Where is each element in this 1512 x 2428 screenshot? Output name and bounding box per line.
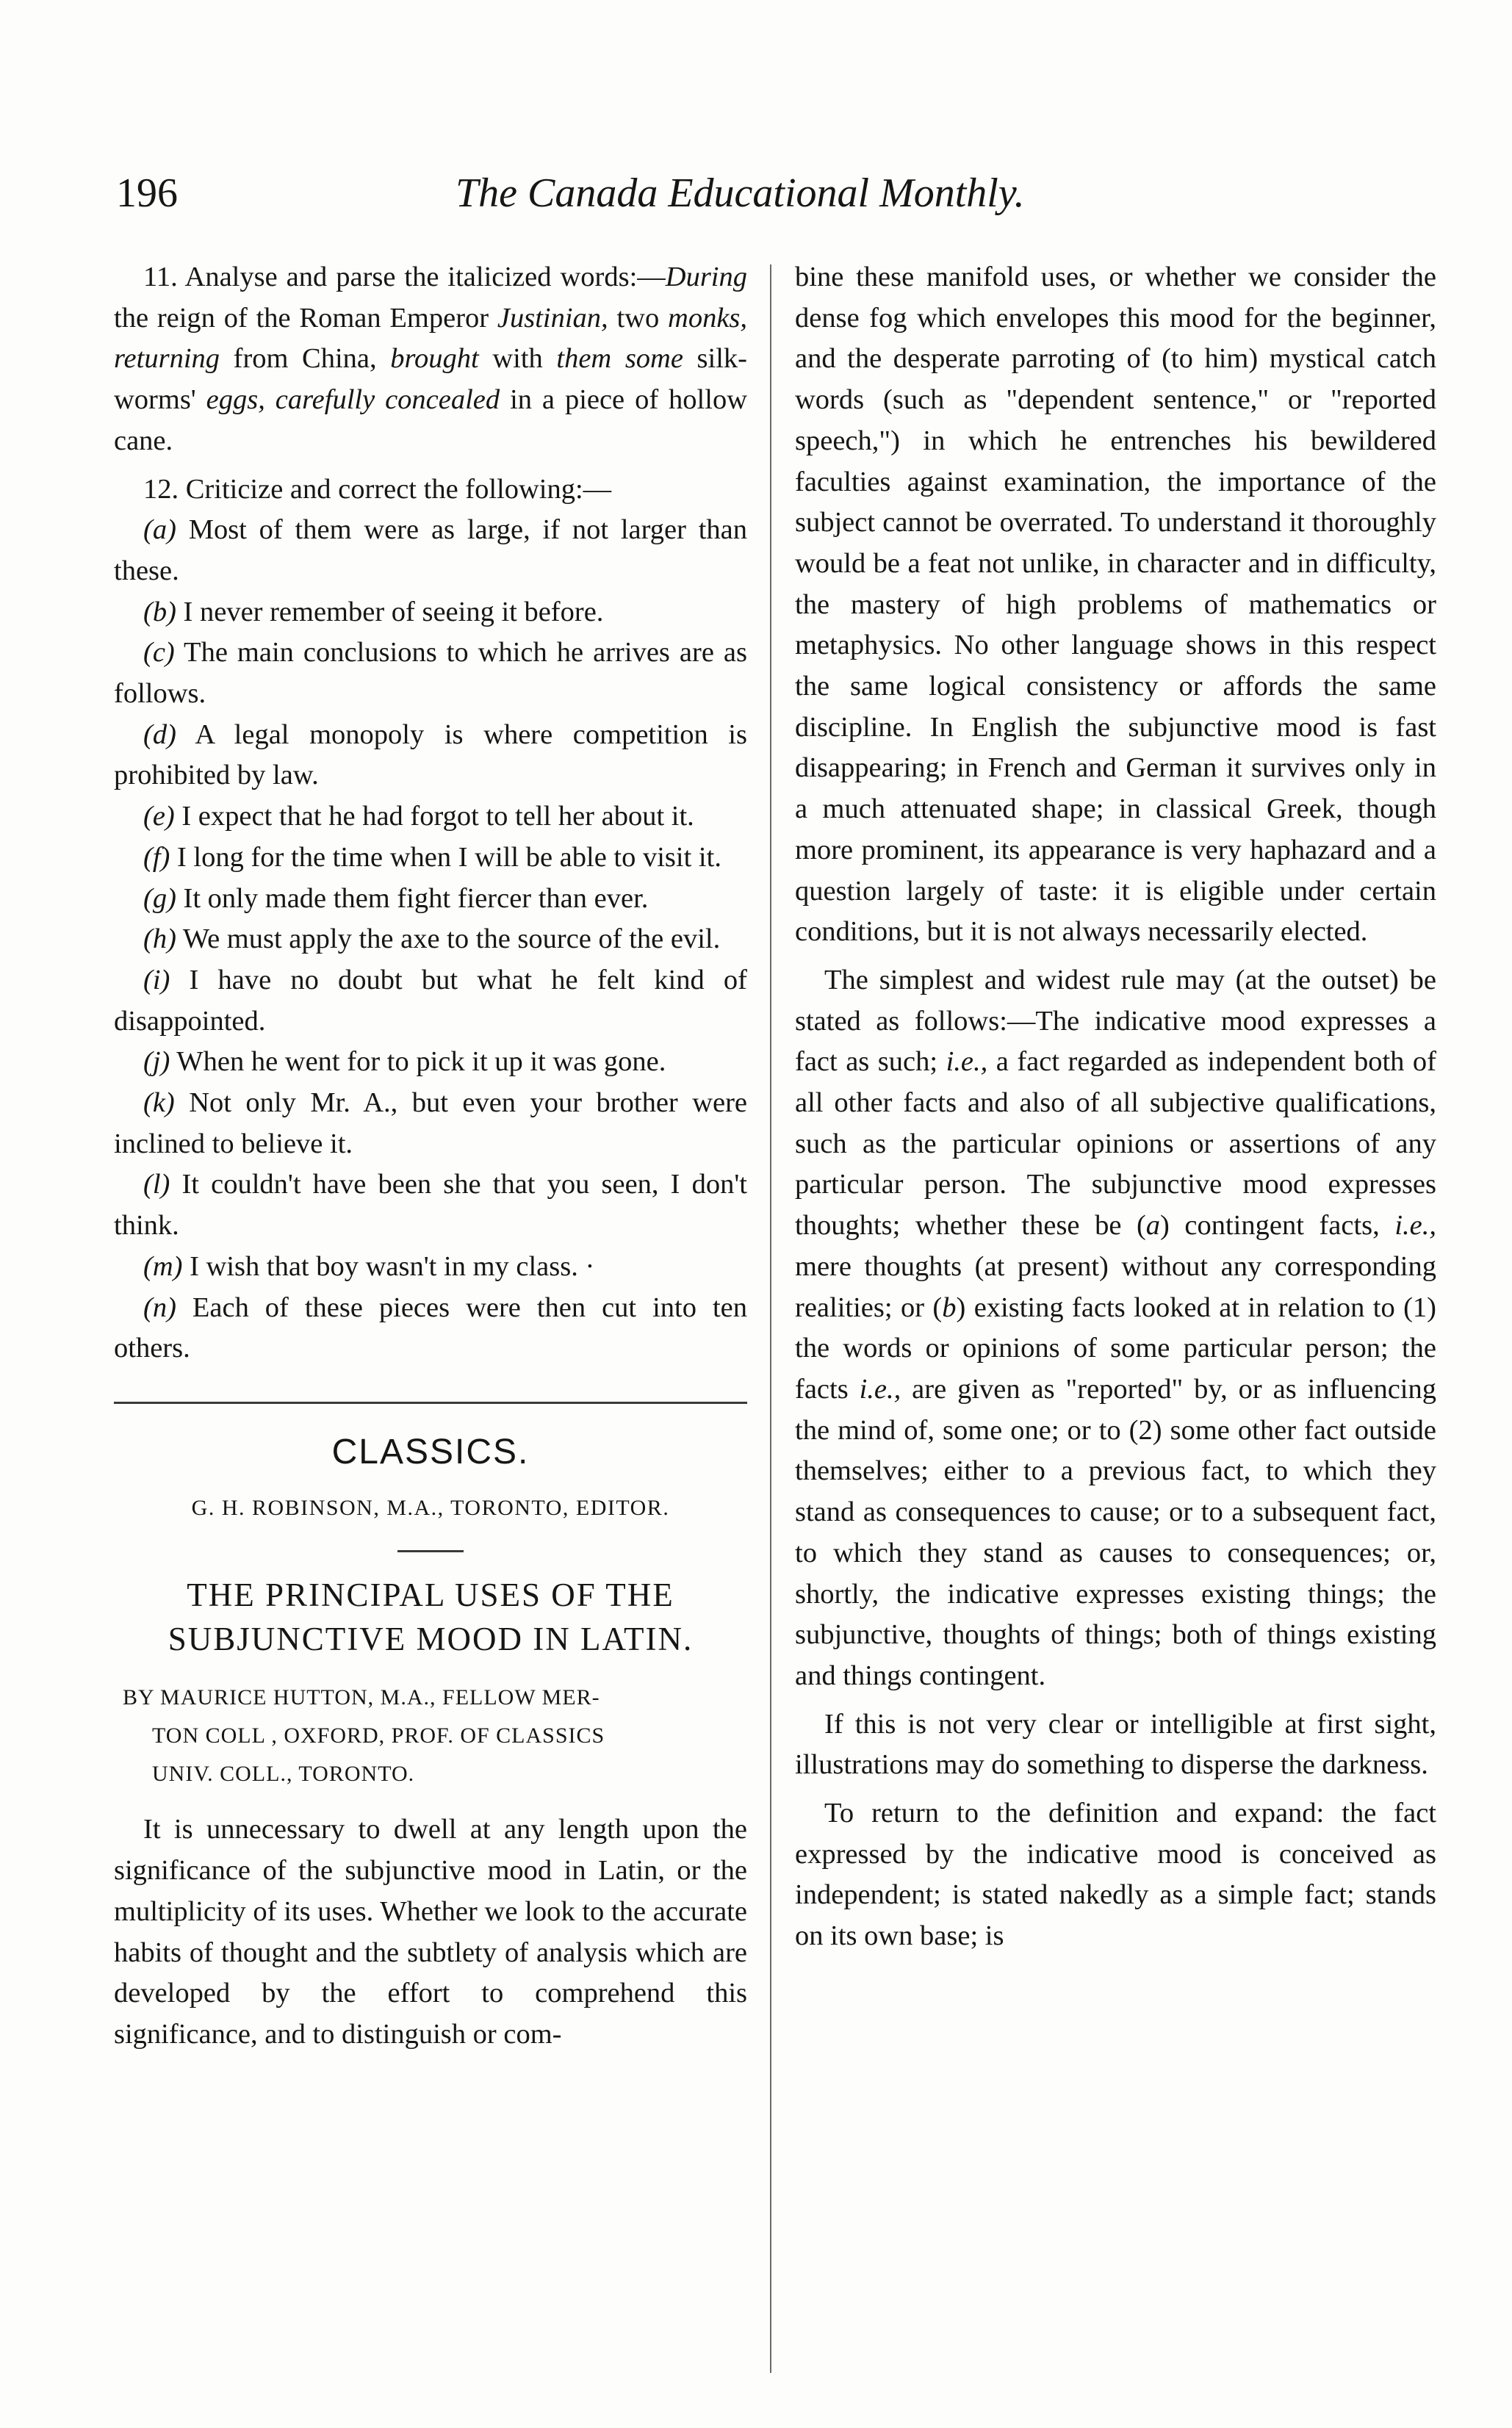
correction-list bbox=[114, 510, 747, 1369]
section-heading: CLASSICS. bbox=[331, 1432, 530, 1471]
list-item: (b) I never remember of seeing it before. bbox=[143, 596, 604, 627]
list-item: (n) Each of these pieces were then cut into ten others. bbox=[114, 1292, 747, 1364]
list-item: (i) I have no doubt but what he felt kind of disappointed. bbox=[114, 964, 747, 1037]
paragraph: To return to the definition and expand: the fact expressed by the indicative mood is conceived as independent; is stated nakedly as a simple fact; stands on its own base; is bbox=[795, 1798, 1436, 1952]
editor-line: G. H. ROBINSON, M.A., TORONTO, EDITOR. bbox=[191, 1495, 670, 1520]
list-item: (k) Not only Mr. A., but even your brother were inclined to believe it. bbox=[114, 1087, 747, 1159]
list-item: (f) I long for the time when I will be able to visit it. bbox=[143, 841, 721, 873]
left-column bbox=[114, 257, 747, 2056]
paragraph: bine these manifold uses, or whether we consider the dense fog which envelopes this mood for the beginner, and the desperate parroting of (to him) mystical catch words (such as "dependent sentence," or "reported speech,") in which he entrenches his bewildered faculties against examination, the importance of the subject cannot be overrated. To understand it thoroughly would be a feat not unlike, in character and in difficulty, the mastery of high problems of mathematics or metaphysics. No other language shows in this respect the same logical consistency or affords the same discipline. In English the subjunctive mood is fast disappearing; in French and German it survives only in a much attenuated shape; in classical Greek, though more prominent, its appearance is very haphazard and a question largely of taste: it is eligible under certain conditions, but it is not always necessarily elected. bbox=[795, 262, 1436, 948]
list-item: (c) The main conclusions to which he arrives are as follows. bbox=[114, 637, 747, 710]
list-item: (l) It couldn't have been she that you seen, I don't think. bbox=[114, 1169, 747, 1242]
paragraph: If this is not very clear or intelligible at first sight, illustrations may do something to disperse the darkness. bbox=[795, 1708, 1436, 1781]
list-item: (e) I expect that he had forgot to tell her about it. bbox=[143, 801, 694, 832]
list-item: (h) We must apply the axe to the source of the evil. bbox=[143, 923, 721, 955]
short-rule bbox=[397, 1550, 464, 1552]
page-header bbox=[110, 165, 1124, 224]
list-item: (a) Most of them were as large, if not larger than these. bbox=[114, 514, 747, 586]
paragraph: The simplest and widest rule may (at the outset) be stated as follows:—The indicative mood expresses a fact as such; i.e., a fact regarded as independent both of all other facts and also of all subjective qualifications, such as the particular opinions or assertions of any particular person. The subjunctive mood expresses thoughts; whether these be (a) contingent facts, i.e., mere thoughts (at present) without any corresponding realities; or (b) existing facts looked at in relation to (1) the words or opinions of some particular person; the facts i.e., are given as "reported" by, or as influencing the mind of, some one; or to (2) some other fact outside themselves; either to a previous fact, to which they stand as consequences to cause; or to a subsequent fact, to which they stand as causes to consequences; or, shortly, the indicative expresses existing things; the subjunctive, thoughts of things; both of things existing and things contingent. bbox=[795, 964, 1436, 1691]
running-title: The Canada Educational Monthly. bbox=[456, 170, 1025, 216]
list-item: (d) A legal monopoly is where competition is prohibited by law. bbox=[114, 718, 747, 791]
article-title: THE PRINCIPAL USES OF THE SUBJUNCTIVE MOOD IN LATIN. bbox=[168, 1577, 694, 1658]
page-number: 196 bbox=[116, 170, 178, 216]
list-item: (j) When he went for to pick it up it was gone. bbox=[143, 1046, 666, 1078]
column-divider bbox=[770, 264, 771, 2373]
right-column bbox=[795, 257, 1436, 1957]
byline: BY MAURICE HUTTON, M.A., FELLOW MER- TON COLL , OXFORD, PROF. OF CLASSICS UNIV. COLL., TORONTO. bbox=[123, 1685, 605, 1787]
article-intro: It is unnecessary to dwell at any length upon the significance of the subjunctive mood in Latin, or the multiplicity of its uses. Whether we look to the accurate habits of thought and the subtlety of analysis which are developed by the effort to comprehend this significance, and to distinguish or com- bbox=[114, 1814, 747, 2050]
list-item: (m) I wish that boy wasn't in my class. · bbox=[143, 1250, 595, 1282]
list-item: (g) It only made them fight fiercer than ever. bbox=[143, 882, 649, 914]
question-11: 11. Analyse and parse the italicized words:—During the reign of the Roman Emperor Justinian, two monks, returning from China, brought with them some silk-worms' eggs, carefully concealed in a piece of hollow cane. bbox=[114, 262, 748, 456]
section-rule bbox=[114, 1402, 747, 1404]
question-12: 12. Criticize and correct the following:— bbox=[143, 473, 612, 505]
